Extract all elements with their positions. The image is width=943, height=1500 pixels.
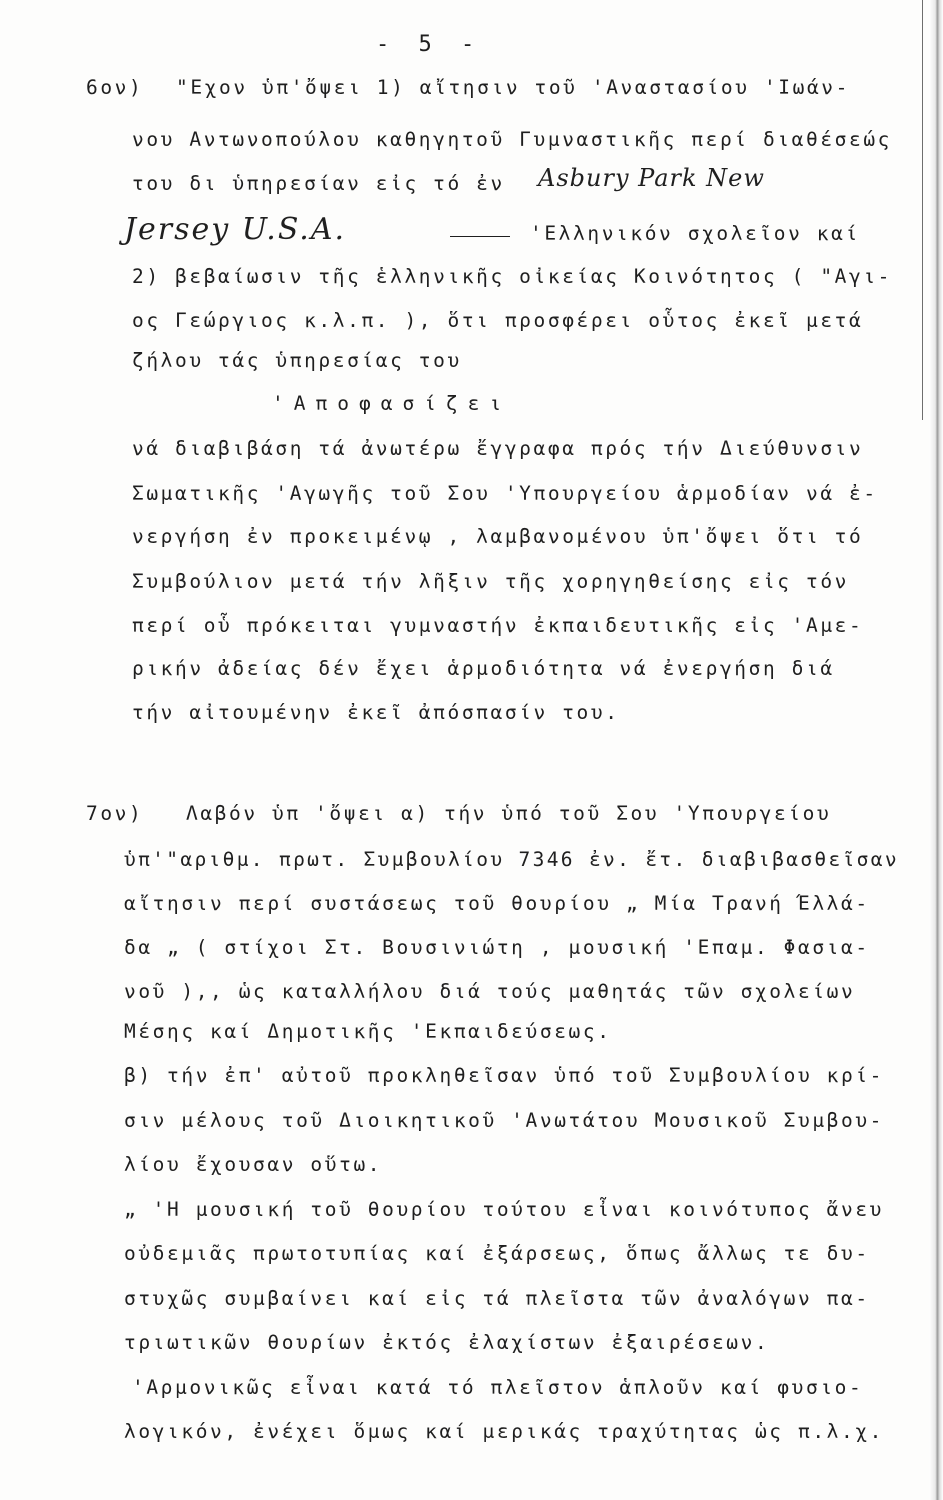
item-6-line-2: νου Αντωνοπούλου καθηγητοῦ Γυμναστικῆς περί διαθέσεώς — [132, 128, 893, 151]
item-7-line-2: ὑπ'"αριθμ. πρωτ. Συμβουλίου 7346 ἐν. ἔτ. διαβιβασθεῖσαν — [124, 848, 899, 871]
item-7-line-10: „ 'Η μουσική τοῦ θουρίου τούτου εἶναι κοινότυπος ἄνευ — [124, 1198, 885, 1221]
item-7-line-15: λογικόν, ἐνέχει ὅμως καί μερικάς τραχύτητας ὡς π.λ.χ. — [124, 1420, 885, 1443]
item-6-decision-line-7: τήν αἰτουμένην ἐκεῖ ἀπόσπασίν του. — [132, 701, 620, 724]
item-7-line-6: Μέσης καί Δημοτικῆς 'Εκπαιδεύσεως. — [124, 1020, 612, 1043]
item-7-line-1: Λαβόν ὑπ 'ὄψει α) τήν ὑπό τοῦ Σου 'Υπουργείου — [186, 802, 832, 825]
item-7-line-12: στυχῶς συμβαίνει καί εἰς τά πλεῖστα τῶν ἀναλόγων πα- — [124, 1287, 870, 1310]
item-7-line-11: οὐδεμιᾶς πρωτοτυπίας καί ἐξάρσεως, ὅπως ἄλλως τε δυ- — [124, 1242, 870, 1265]
item-7-label: 7ον) — [86, 802, 144, 825]
item-7-line-4: δα „ ( στίχοι Στ. Βουσινιώτη , μουσική 'Επαμ. Φασια- — [124, 936, 870, 959]
item-6-decision-line-5: περί οὗ πρόκειται γυμναστήν ἐκπαιδευτικῆς εἰς 'Αμε- — [132, 614, 864, 637]
item-6-line-6: ος Γεώργιος κ.λ.π. ), ὅτι προσφέρει οὗτος ἐκεῖ μετά — [132, 309, 864, 332]
item-6-line-7: ζήλου τάς ὑπηρεσίας του — [132, 349, 462, 372]
dash-rule — [450, 236, 510, 237]
item-6-line-4: 'Ελληνικόν σχολεῖον καί — [530, 222, 860, 245]
item-6-decision-line-6: ρικήν ἀδείας δέν ἔχει ἁρμοδιότητα νά ἐνεργήση διά — [132, 657, 835, 680]
item-6-dash — [440, 224, 520, 248]
page-number: - 5 - — [376, 32, 483, 57]
item-7-line-14: 'Αρμονικῶς εἶναι κατά τό πλεῖστον ἁπλοῦν καί φυσιο- — [132, 1376, 864, 1399]
item-7-line-5: νοῦ ),, ὡς καταλλήλου διά τούς μαθητάς τῶν σχολείων — [124, 980, 856, 1003]
item-6-handwritten-place: Asbury Park New — [538, 164, 765, 192]
binding-line — [922, 0, 923, 420]
item-6-decision-line-4: Συμβούλιον μετά τήν λῆξιν τῆς χορηγηθείσης εἰς τόν — [132, 570, 849, 593]
item-7-line-9: λίου ἔχουσαν οὕτω. — [124, 1153, 383, 1176]
binding-edge — [929, 0, 943, 1500]
item-6-decision-line-3: νεργήση ἐν προκειμένῳ , λαμβανομένου ὑπ'ὄψει ὅτι τό — [132, 525, 864, 548]
item-7-line-13: τριωτικῶν θουρίων ἐκτός ἐλαχίστων ἐξαιρέσεων. — [124, 1331, 770, 1354]
item-6-line-3: του δι ὑπηρεσίαν εἰς τό ἐν — [132, 172, 505, 195]
item-7-line-7: β) τήν ἐπ' αὐτοῦ προκληθεῖσαν ὑπό τοῦ Συμβουλίου κρί- — [124, 1064, 885, 1087]
item-6-decision-line-2: Σωματικῆς 'Αγωγῆς τοῦ Σου 'Υπουργείου ἁρμοδίαν νά ἐ- — [132, 482, 878, 505]
item-6-handwritten-state: Jersey U.S.A. — [124, 212, 347, 247]
item-7-line-8: σιν μέλους τοῦ Διοικητικοῦ 'Ανωτάτου Μουσικοῦ Συμβου- — [124, 1109, 885, 1132]
item-7-line-3: αἴτησιν περί συστάσεως τοῦ θουρίου „ Μία Τρανή Έλλά- — [124, 892, 870, 915]
decision-heading: 'Αποφασίζει — [272, 392, 512, 415]
item-6-label: 6ον) — [86, 76, 144, 99]
item-6-decision-line-1: νά διαβιβάση τά ἀνωτέρω ἔγγραφα πρός τήν Διεύθυνσιν — [132, 437, 864, 460]
item-6-line-5: 2) βεβαίωσιν τῆς ἑλληνικῆς οἰκείας Κοινότητος ( "Αγι- — [132, 265, 893, 288]
item-6-line-1: "Εχον ὑπ'ὄψει 1) αἴτησιν τοῦ 'Αναστασίου 'Ιωάν- — [176, 76, 850, 99]
